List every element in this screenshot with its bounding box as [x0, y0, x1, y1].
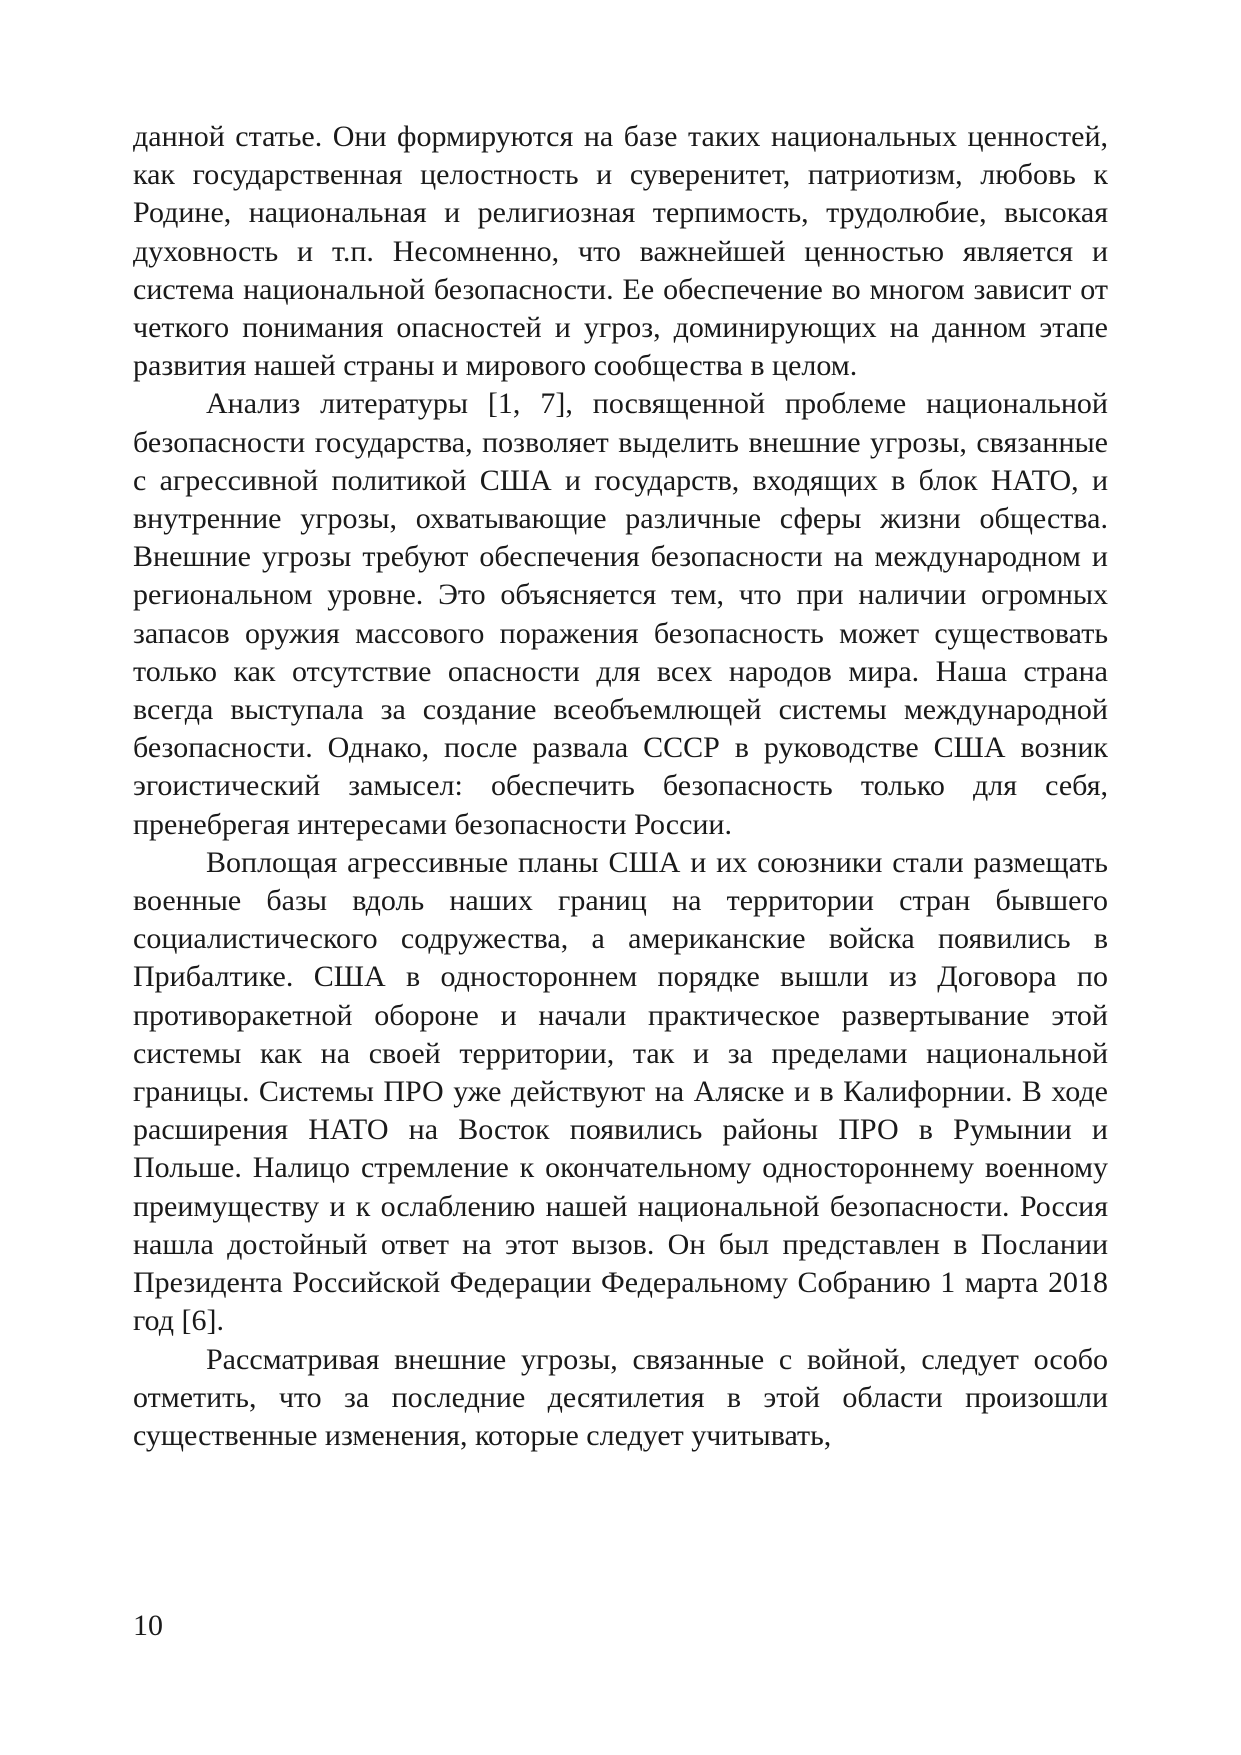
page-number: 10 [133, 1609, 163, 1642]
paragraph-aggressive-plans: Воплощая агрессивные планы США и их союзники стали размещать военные базы вдоль наших границ на территории стран бывшего социалистического содружества, а американские войска появились в Прибалтике. США в одностороннем порядке вышли из Договора по противоракетной обороне и начали практическое развертывание этой системы как на своей территории, так и за пределами национальной границы. Системы ПРО уже действуют на Аляске и в Калифорнии. В ходе расширения НАТО на Восток появились районы ПРО в Румынии и Польше. Налицо стремление к окончательному одностороннему военному преимуществу и к ослаблению нашей национальной безопасности. Россия нашла достойный ответ на этот вызов. Он был представлен в Послании Президента Российской Федерации Федеральному Собранию 1 марта 2018 год [6]. [133, 845, 1108, 1338]
paragraph-continued: данной статье. Они формируются на базе таких национальных ценностей, как государственная целостность и суверенитет, патриотизм, любовь к Родине, национальная и религиозная терпимость, трудолюбие, высокая духовность и т.п. Несомненно, что важнейшей ценностью является и система национальной безопасности. Ее обеспечение во многом зависит от четкого понимания опасностей и угроз, доминирующих на данном этапе развития нашей страны и мирового сообщества в целом. [133, 120, 1108, 383]
page-body [133, 118, 1108, 1455]
paragraph-external-threats: Рассматривая внешние угрозы, связанные с войной, следует особо отметить, что за последние десятилетия в этой области произошли существенные изменения, которые следует учитывать, [133, 1342, 1108, 1452]
paragraph-literature-analysis: Анализ литературы [1, 7], посвященной проблеме национальной безопасности государства, позволяет выделить внешние угрозы, связанные с агрессивной политикой США и государств, входящих в блок НАТО, и внутренние угрозы, охватывающие различные сферы жизни общества. Внешние угрозы требуют обеспечения безопасности на международном и региональном уровне. Это объясняется тем, что при наличии огромных запасов оружия массового поражения безопасность может существовать только как отсутствие опасности для всех народов мира. Наша страна всегда выступала за создание всеобъемлющей системы международной безопасности. Однако, после развала СССР в руководстве США возник эгоистический замысел: обеспечить безопасность только для себя, пренебрегая интересами безопасности России. [133, 387, 1108, 841]
